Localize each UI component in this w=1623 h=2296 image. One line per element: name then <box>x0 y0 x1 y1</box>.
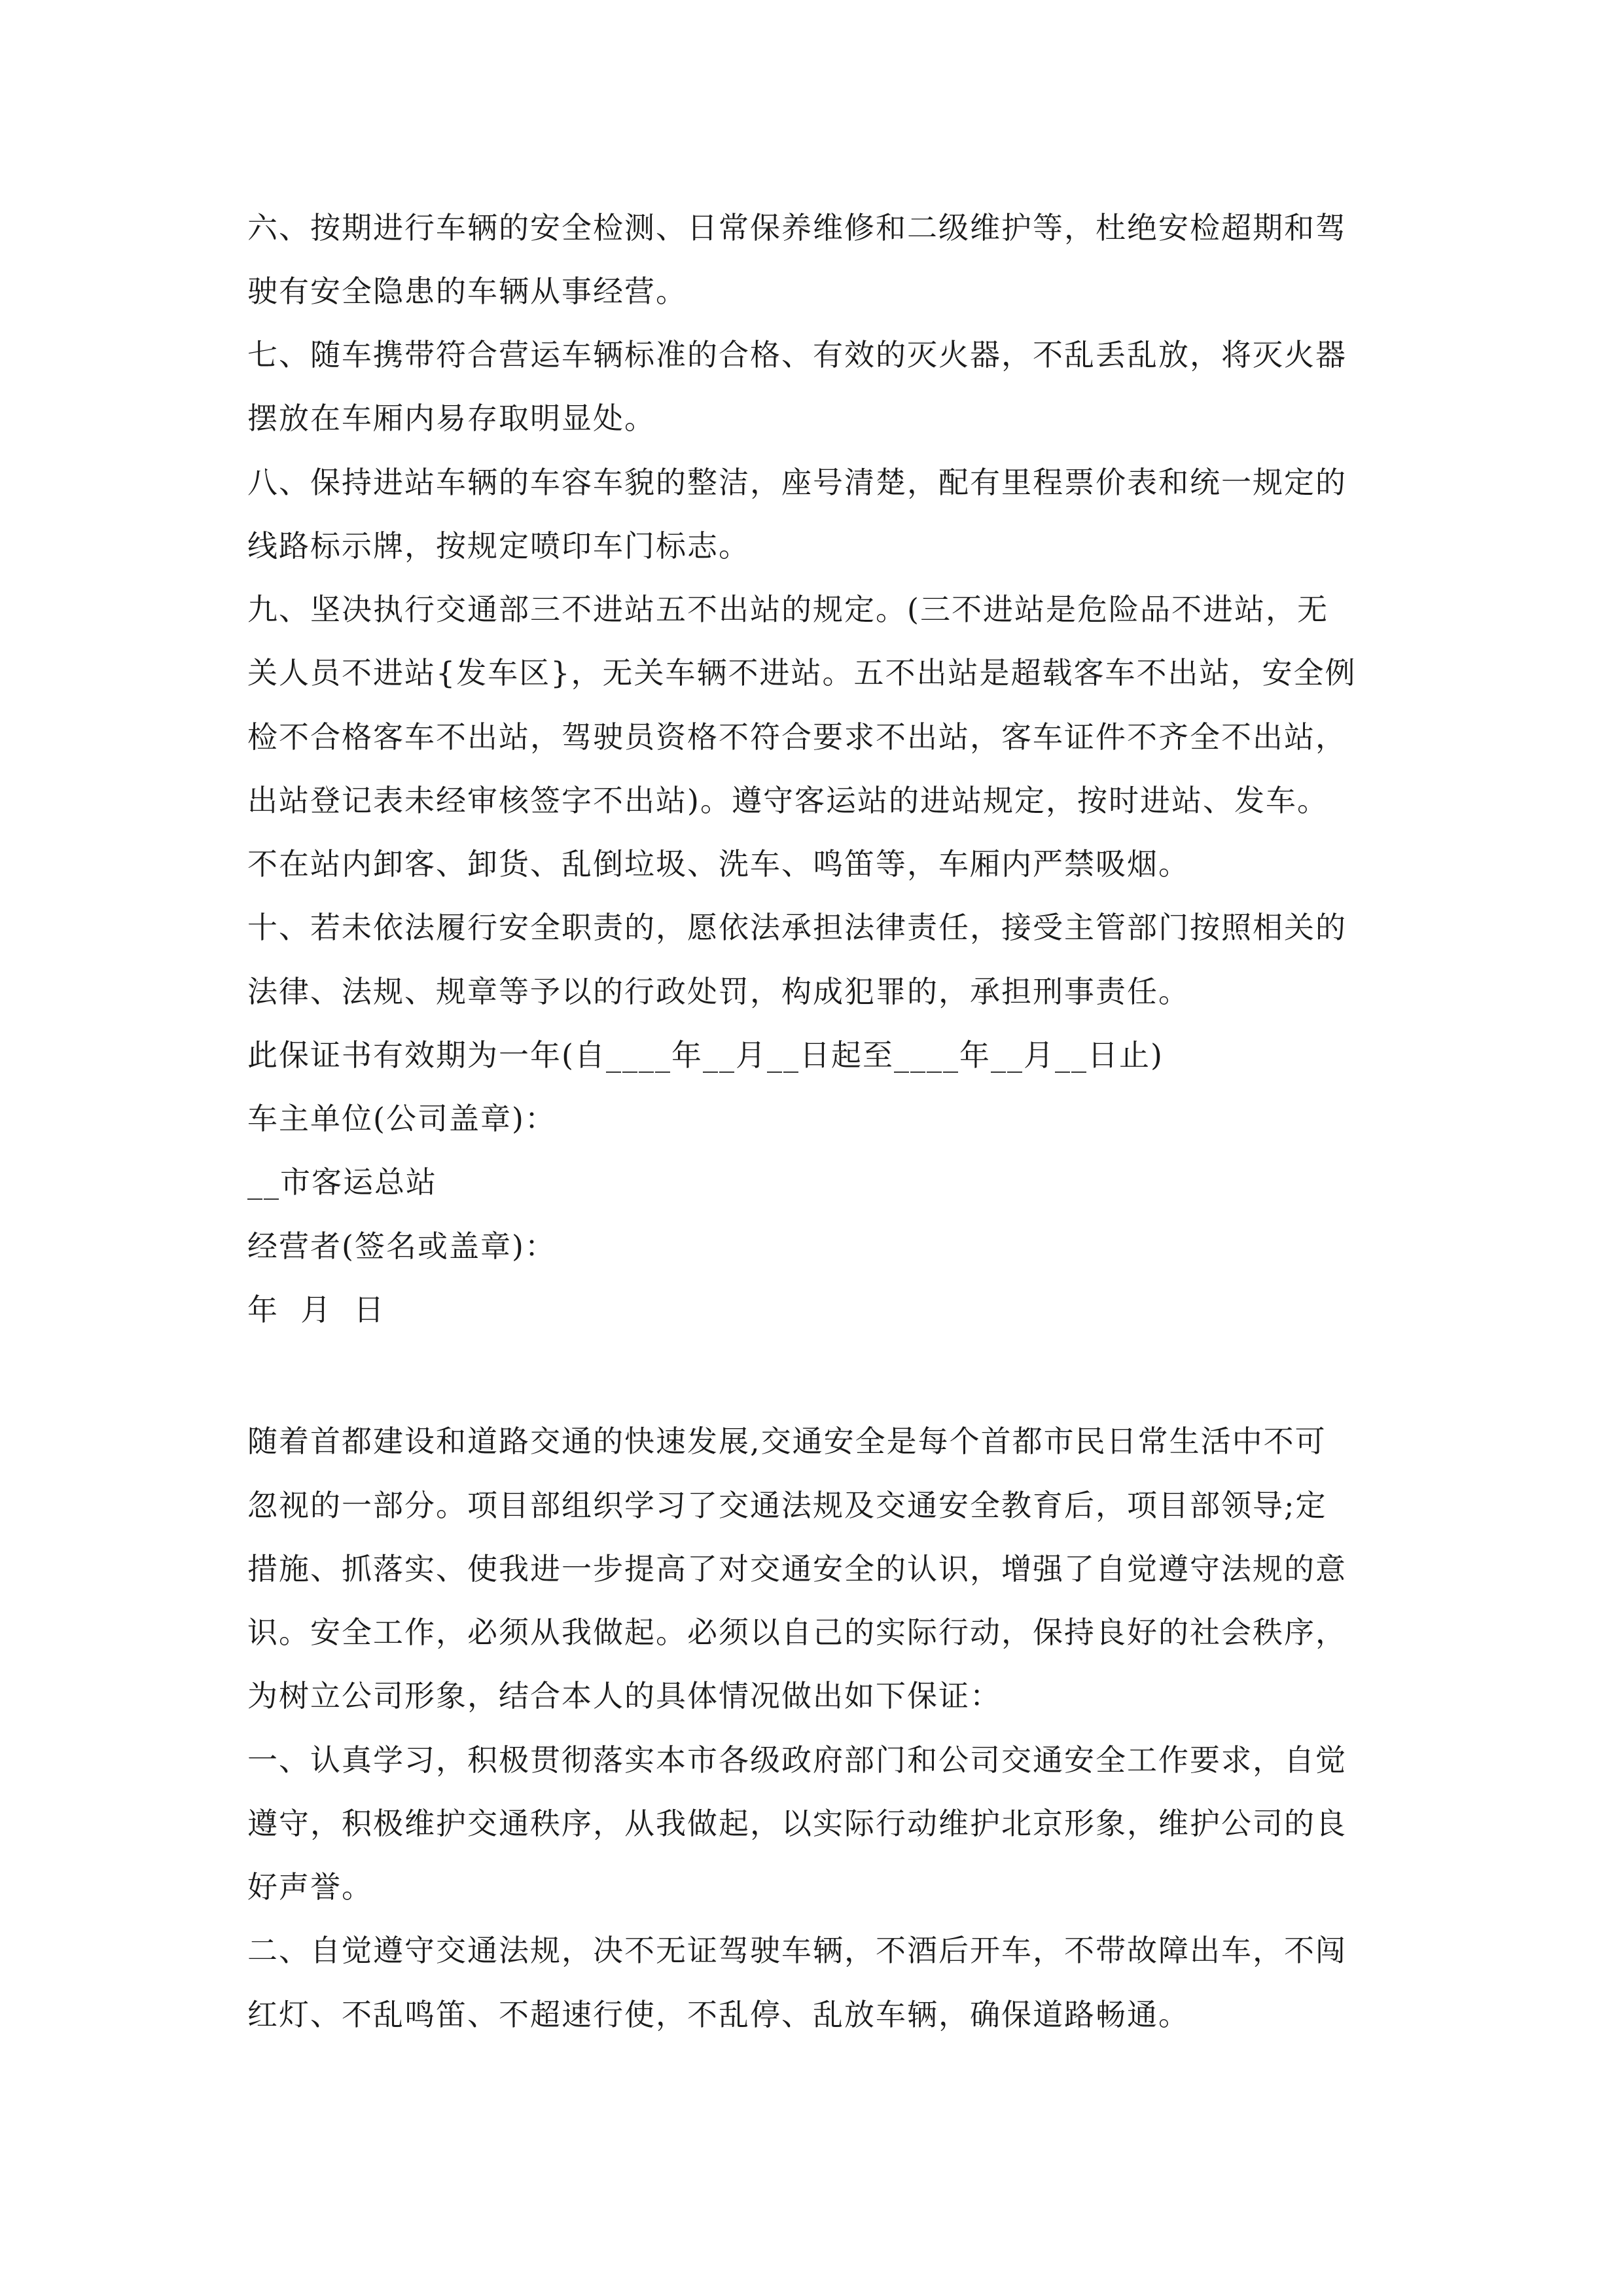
intro-line-2: 忽视的一部分。项目部组织学习了交通法规及交通安全教育后，项目部领导;定 <box>247 1488 1327 1523</box>
station-line: __市客运总站 <box>247 1164 437 1200</box>
item-2-line-1: 二、自觉遵守交通法规，决不无证驾驶车辆，不酒后开车，不带故障出车，不闯 <box>247 1933 1347 1968</box>
item-6-line-1: 六、按期进行车辆的安全检测、日常保养维修和二级维护等，杜绝安检超期和驾 <box>247 210 1347 245</box>
intro-line-4: 识。安全工作，必须从我做起。必须以自己的实际行动，保持良好的社会秩序， <box>247 1615 1347 1650</box>
owner-unit-line: 车主单位(公司盖章)： <box>247 1101 556 1136</box>
item-7-line-1: 七、随车携带符合营运车辆标准的合格、有效的灭火器，不乱丢乱放，将灭火器 <box>247 337 1347 372</box>
intro-line-5: 为树立公司形象，结合本人的具体情况做出如下保证： <box>247 1678 1001 1713</box>
item-8-line-2: 线路标示牌，按规定喷印车门标志。 <box>247 528 750 564</box>
item-6-line-2: 驶有安全隐患的车辆从事经营。 <box>247 274 687 309</box>
intro-line-3: 措施、抓落实、使我进一步提高了对交通安全的认识，增强了自觉遵守法规的意 <box>247 1551 1347 1587</box>
item-8-line-1: 八、保持进站车辆的车容车貌的整洁，座号清楚，配有里程票价表和统一规定的 <box>247 465 1347 500</box>
item-9-line-4: 出站登记表未经审核签字不出站)。遵守客运站的进站规定，按时进站、发车。 <box>247 783 1329 818</box>
item-9-line-5: 不在站内卸客、卸货、乱倒垃圾、洗车、鸣笛等，车厢内严禁吸烟。 <box>247 846 1190 882</box>
item-7-line-2: 摆放在车厢内易存取明显处。 <box>247 401 656 436</box>
item-9-line-1: 九、坚决执行交通部三不进站五不出站的规定。(三不进站是危险品不进站，无 <box>247 592 1329 627</box>
item-9-line-2: 关人员不进站{发车区}，无关车辆不进站。五不出站是超载客车不出站，安全例 <box>247 655 1357 691</box>
item-1-line-1: 一、认真学习，积极贯彻落实本市各级政府部门和公司交通安全工作要求，自觉 <box>247 1742 1347 1778</box>
item-10-line-2: 法律、法规、规章等予以的行政处罚，构成犯罪的，承担刑事责任。 <box>247 974 1190 1009</box>
operator-line: 经营者(签名或盖章)： <box>247 1229 556 1264</box>
intro-line-1: 随着首都建设和道路交通的快速发展,交通安全是每个首都市民日常生活中不可 <box>247 1424 1327 1459</box>
item-1-line-2: 遵守，积极维护交通秩序，从我做起，以实际行动维护北京形象，维护公司的良 <box>247 1806 1347 1841</box>
item-1-line-3: 好声誉。 <box>247 1869 373 1905</box>
validity-line: 此保证书有效期为一年(自____年__月__日起至____年__月__日止) <box>247 1037 1164 1073</box>
date-line: 年 月 日 <box>247 1292 385 1327</box>
item-10-line-1: 十、若未依法履行安全职责的，愿依法承担法律责任，接受主管部门按照相关的 <box>247 910 1347 945</box>
item-9-line-3: 检不合格客车不出站，驾驶员资格不符合要求不出站，客车证件不齐全不出站， <box>247 719 1347 755</box>
item-2-line-2: 红灯、不乱鸣笛、不超速行使，不乱停、乱放车辆，确保道路畅通。 <box>247 1997 1190 2032</box>
